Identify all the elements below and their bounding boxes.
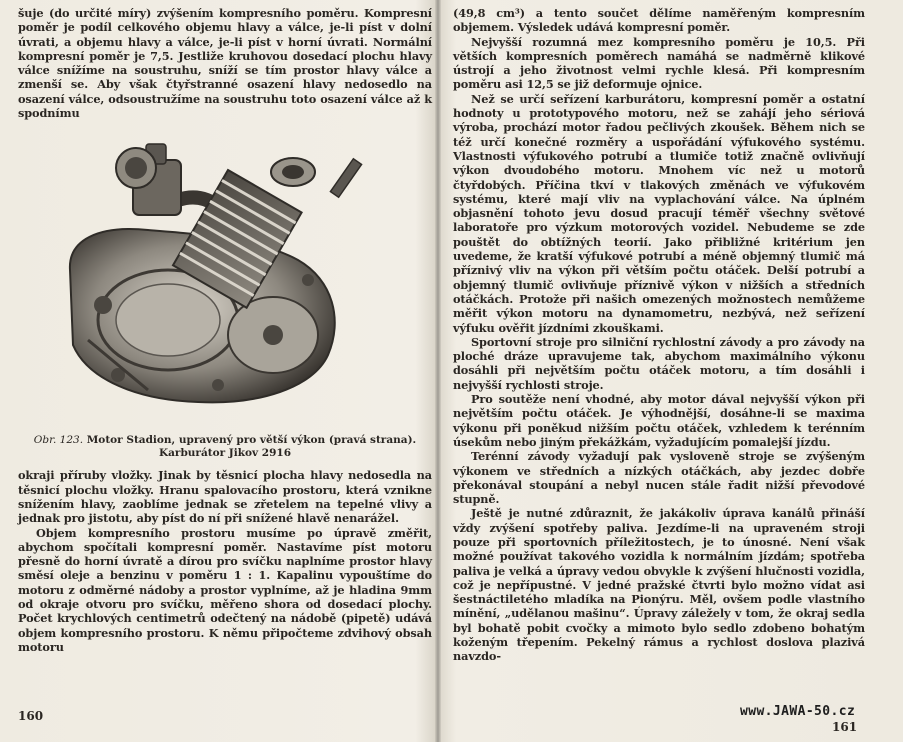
figure-number: Obr. 123. <box>33 434 84 447</box>
engine-figure <box>18 130 432 430</box>
engine-photo <box>58 130 388 426</box>
left-paragraph-2: okraji příruby vložky. Jinak by těsnicí plocha hlavy nedosedla na těsnicí plochu vložky. Hranu spalovacího prostoru, která vznikne snížením hlavy, zaoblíme jednak se zřetelem na tepelné vlivy a jednak pro jistotu, aby píst do ní při snížené hlavě nenarážel. <box>18 468 432 526</box>
right-paragraph-2: Nejvyšší rozumná mez kompresního poměru je 10,5. Při větších kompresních poměrech namáhá se nadměrně klikové ústrojí a jeho životnost velmi rychle klesá. Při kompresním poměru asi 12,5 se již deformuje ojnice. <box>453 34 865 92</box>
right-paragraph-7: Ještě je nutné zdůraznit, že jakákoliv úprava kanálů přináší vždy zvýšení spotřeby paliva. Jezdíme-li na upraveném stroji pouze při sportovních příležitostech, je to únosné. Není však možné používat takového vozidla k normálním jízdám; spotřeba paliva je velká a úpravy vedou obvykle k zvýšení hlučnosti vozidla, což je nepřípustné. V jedné pražské čtvrti bylo možno vídat asi šestnáctiletého mladíka na Pionýru. Měl, ovšem podle vlastního mínění, „udělanou mašinu“. Úpravy záležely v tom, že okraj sedla byl bohatě pobit cvočky a mimoto bylo sedlo zdobeno bohatým koženým třepením. Pekelný rámus a rychlost doslova plazivá navzdo- <box>453 506 865 664</box>
figure-caption-line-1 <box>18 434 432 447</box>
left-paragraph-1: šuje (do určité míry) zvýšením kompresního poměru. Kompresní poměr je podíl celkového objemu hlavy a válce, je-li píst v dolní úvrati, a objemu hlavy a válce, je-li píst v horní úvrati. Normální kompresní poměr je 7,5. Jestliže kruhovou dosedací plochu hlavy válce snížíme na soustruhu, sníží se tím prostor hlavy válce a zmenší se. Aby však čtyřstranné osazení hlavy nedosedlo na osazení válce, odsoustružíme na soustruhu toto osazení válce až k spodnímu <box>18 6 432 121</box>
left-page <box>18 6 432 654</box>
right-paragraph-1: (49,8 cm³) a tento součet dělíme naměřeným kompresním objemem. Výsledek udává kompresní poměr. <box>453 6 865 35</box>
right-paragraph-6: Terénní závody vyžadují pak vysloveně stroje se zvýšeným výkonem ve středních a nízkých otáčkách, aby jezdec dobře překonával stoupání a nebyl nucen stále řadit nižší převodové stupně. <box>453 449 865 507</box>
page-number-right: 161 <box>832 720 858 734</box>
right-paragraph-3: Než se určí seřízení karburátoru, kompresní poměr a ostatní hodnoty u prototypového motoru, než se zahájí jeho sériová výroba, prochází motor řadou pečlivých zkoušek. Během nich se též určí konečné rozměry a uspořádání výfukového systému. Vlastnosti výfukového potrubí a tlumiče totiž značně ovlivňují výkon dvoudobého motoru. Mnohem víc než u motorů čtyřdobých. Příčina tkví v tlakových změnách ve výfukovém systému, které mají vliv na vyplachování válce. Na úplném objasnění tohoto jevu dosud pracují téměř všechny světové laboratoře pro výzkum motorových vozidel. Nebudeme se zde pouštět do obtížných teorií. Jako přibližné kritérium jen uvedeme, že kratší výfukové potrubí a méně objemný tlumič má příznivý vliv na výkon při větším počtu otáček. Delší potrubí a objemný tlumič ovlivňuje příznivě výkon v nižších a středních otáčkách. Protože při našich omezených možnostech nemůžeme měřit výkon motoru na dynamometru, nezbývá, než seřízení výfuku ověřit jízdními zkouškami. <box>453 91 865 335</box>
right-paragraph-5: Pro soutěže není vhodné, aby motor dával nejvyšší výkon při největším počtu otáček. Je výhodnější, dosáhne-li se maxima výkonu při poněkud nižším počtu otáček, vzhledem k terénním úsekům nebo jiným překážkám, vyžadujícím pomalejší jízdu. <box>453 392 865 449</box>
figure-caption-line-2: Karburátor Jikov 2916 <box>158 447 292 460</box>
figure-caption-text: Motor Stadion, upravený pro větší výkon (pravá strana). <box>86 434 417 447</box>
right-paragraph-4: Sportovní stroje pro silniční rychlostní závody a pro závody na ploché dráze upravujeme tak, abychom maximálního výkonu dosáhli při největším počtu otáček motoru, a tím dosáhli i nejvyšší rychlosti stroje. <box>453 334 865 392</box>
right-page <box>453 6 865 664</box>
left-paragraph-3: Objem kompresního prostoru musíme po úpravě změřit, abychom spočítali kompresní poměr. Nastavíme píst motoru přesně do horní úvratě a dírou pro svíčku naplníme prostor hlavy směsí oleje a benzinu v poměru 1 : 1. Kapalinu vypouštíme do motoru z odměrné nádoby a prostor vyplníme, až je hladina 9mm od okraje otvoru pro svíčku, měřeno shora od dosedací plochy. Počet krychlových centimetrů odečtený na nádobě (pipetě) udává objem kompresního prostoru. K němu připočteme zdvihový obsah motoru <box>18 525 432 654</box>
page-number-left: 160 <box>18 709 44 723</box>
figure-caption <box>18 434 432 460</box>
book-gutter <box>435 0 441 742</box>
watermark-url: www.JAWA-50.cz <box>740 704 856 719</box>
